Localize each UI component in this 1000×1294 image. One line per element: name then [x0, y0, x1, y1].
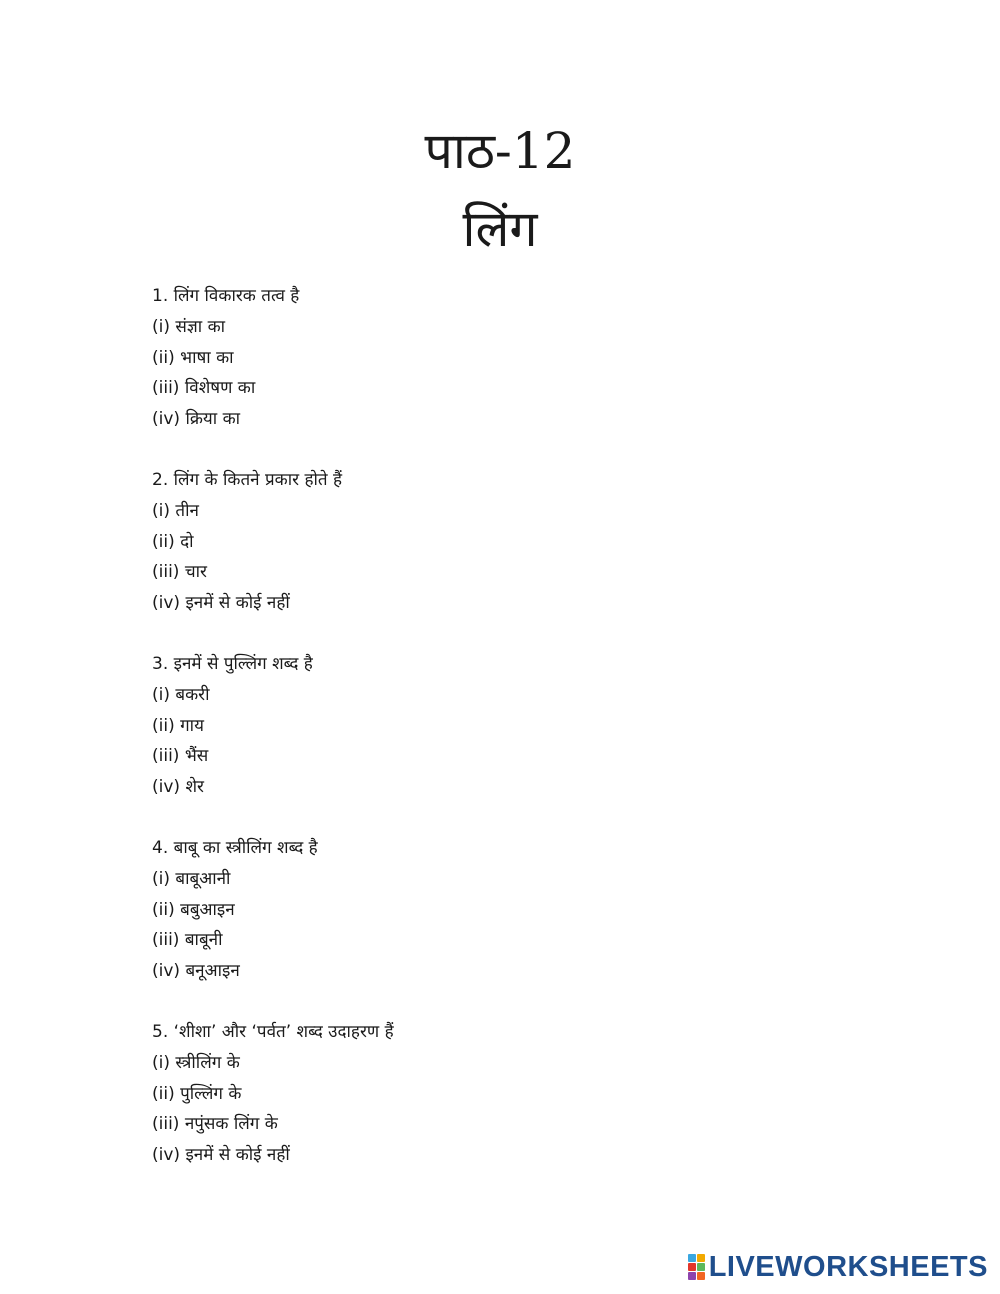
option: (iv) क्रिया का [152, 409, 241, 430]
question-list [152, 281, 852, 1201]
option: (i) बाबूआनी [152, 868, 231, 889]
topic-title: लिंग [462, 200, 538, 258]
option: (ii) बबुआइन [152, 899, 235, 920]
option: (iii) विशेषण का [152, 378, 256, 399]
question-text: 5. ‘शीशा’ और ‘पर्वत’ शब्द उदाहरण हैं [152, 1021, 394, 1042]
option: (iii) नपुंसक लिंग के [152, 1114, 278, 1135]
liveworksheets-logo [688, 1252, 988, 1282]
logo-text: LIVEWORKSHEETS [708, 1251, 988, 1283]
question-4 [152, 833, 852, 987]
question-text: 3. इनमें से पुल्लिंग शब्द है [152, 653, 313, 674]
option: (i) स्त्रीलिंग के [152, 1052, 240, 1073]
option: (ii) गाय [152, 715, 204, 736]
option: (ii) दो [152, 531, 194, 552]
question-text: 4. बाबू का स्त्रीलिंग शब्द है [152, 837, 318, 858]
option: (ii) भाषा का [152, 347, 234, 368]
option: (iii) बाबूनी [152, 930, 223, 951]
lesson-title: पाठ-12 [424, 122, 576, 180]
option: (iv) बनूआइन [152, 961, 240, 982]
option: (iv) इनमें से कोई नहीं [152, 593, 290, 614]
question-1 [152, 281, 852, 435]
option: (iii) भैंस [152, 746, 209, 767]
option: (i) बकरी [152, 684, 210, 705]
option: (i) तीन [152, 500, 199, 521]
option: (i) संज्ञा का [152, 316, 226, 337]
logo-mark-icon [688, 1254, 705, 1280]
option: (ii) पुल्लिंग के [152, 1083, 242, 1104]
question-text: 1. लिंग विकारक तत्व है [152, 286, 300, 306]
question-text: 2. लिंग के कितने प्रकार होते हैं [152, 469, 343, 490]
title-block [0, 112, 1000, 268]
question-3 [152, 649, 852, 803]
option: (iii) चार [152, 562, 207, 583]
option: (iv) इनमें से कोई नहीं [152, 1145, 290, 1166]
question-5 [152, 1017, 852, 1171]
question-2 [152, 465, 852, 619]
option: (iv) शेर [152, 777, 204, 798]
